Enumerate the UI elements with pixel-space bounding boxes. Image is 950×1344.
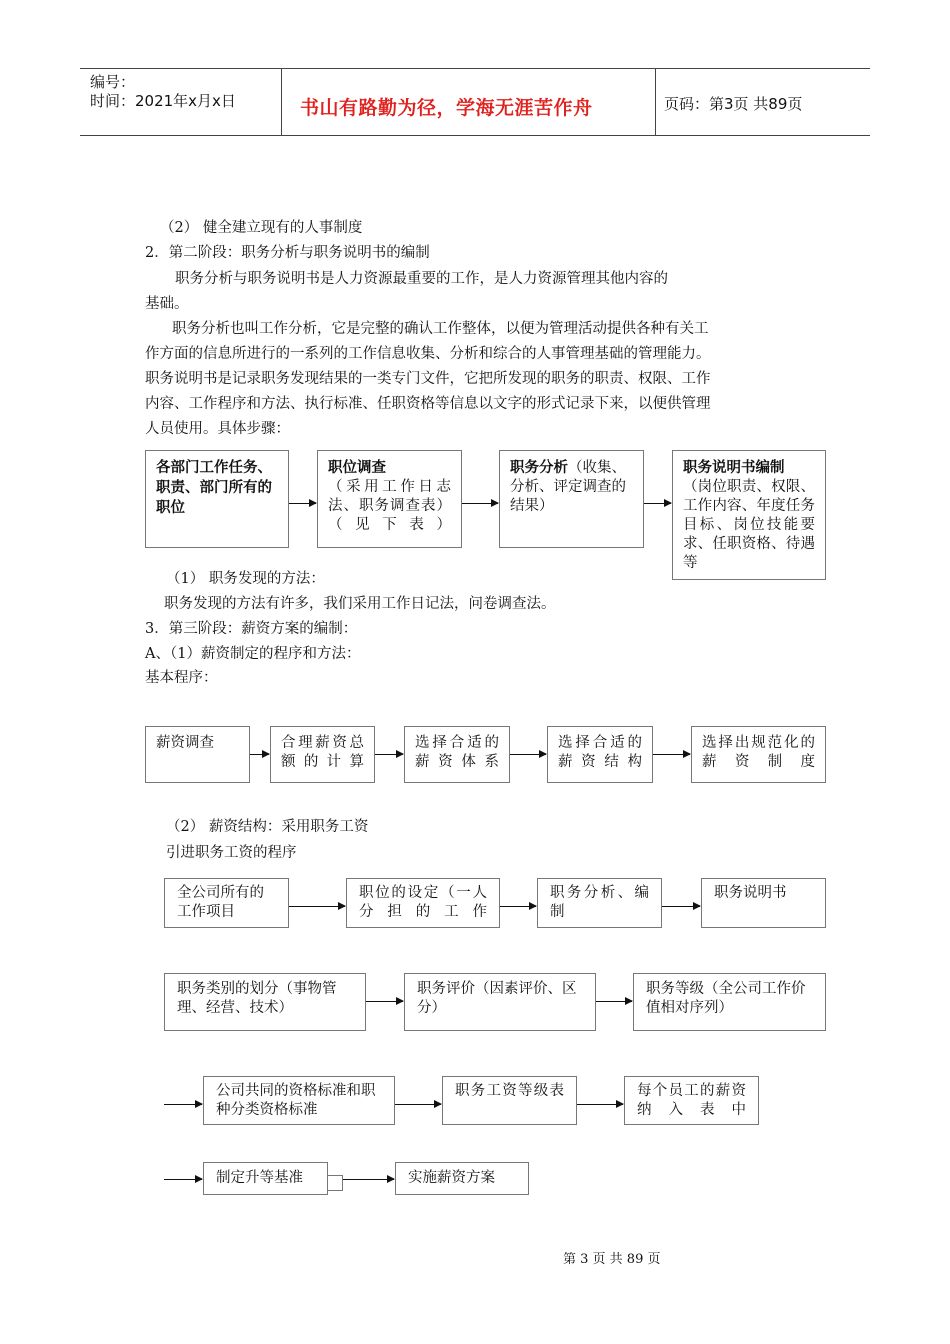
header-number-label: 编号： [90,73,136,91]
body-line-11: 职务发现的方法有许多，我们采用工作日记法，问卷调查法。 [164,596,556,612]
flow1-arrow-3 [644,503,671,504]
flow2-box-salary-structure [547,726,653,783]
flow3-small-connector-box [327,1175,343,1191]
flow2-box-total-salary [270,726,375,783]
flow1-box-departments [145,450,289,548]
body-line-5: 职务分析也叫工作分析，它是完整的确认工作整体，以便为管理活动提供各种有关工 [172,321,709,337]
flow2-box-standard-system-text: 选择出规范化的薪资制度 [702,735,815,770]
flow3-box-implement-salary-text: 实施薪资方案 [408,1170,495,1186]
body-line-16: 引进职务工资的程序 [166,845,297,861]
flow2-box-total-salary-text: 合理薪资总额的计算 [281,735,364,770]
flow3-arrow-r3-1 [395,1104,441,1105]
flow2-box-standard-system [691,726,826,783]
flow2-box-salary-structure-text: 选择合适的薪资结构 [558,735,642,770]
header-divider-2 [655,68,656,136]
flow3-box-salary-grade-table-text: 职务工资等级表 [455,1083,564,1099]
flow3-box-job-evaluation [404,973,596,1031]
flow3-box-position-setting [346,878,500,928]
flow2-box-salary-system-text: 选择合适的薪资体系 [415,735,499,770]
flow3-box-job-analysis-text: 职务分析、编制 [550,885,649,920]
header-top-border [80,68,870,69]
body-line-9: 人员使用。具体步骤： [145,421,290,437]
flow3-box-employee-salary-text: 每个员工的薪资纳入表中 [637,1083,746,1118]
flow3-box-qualification-standard-text: 公司共同的资格标准和职种分类资格标准 [216,1083,376,1118]
flow1-box-job-description [672,450,826,580]
flow1-box-position-survey-text: （采用工作日志法、职务调查表）（见下表） [328,479,451,533]
flow3-box-promotion-standard [203,1162,328,1195]
flow1-box-job-analysis-text: （收集、分析、评定调查的结果） [510,460,626,514]
flow1-box-job-description-title: 职务说明书编制 [683,459,785,476]
body-line-10: （1） 职务发现的方法： [166,571,325,587]
body-line-13: A、（1）薪资制定的程序和方法： [145,646,361,662]
flow2-box-salary-system [404,726,510,783]
body-line-1: （2） 健全建立现有的人事制度 [160,220,363,236]
header-time-label: 时间：2021年x月x日 [90,92,236,110]
flow2-arrow-2 [375,754,403,755]
flow1-arrow-1 [289,503,316,504]
body-line-4: 基础。 [145,296,189,312]
flow1-arrow-2 [462,503,498,504]
flow3-box-employee-salary [624,1076,759,1125]
flow3-box-job-category-text: 职务类别的划分（事物管理、经营、技术） [177,981,337,1016]
body-line-2: 2．第二阶段：职务分析与职务说明书的编制 [145,245,430,261]
flow3-arrow-r2-1 [366,1001,403,1002]
page-footer: 第 3 页 共 89 页 [563,1252,661,1267]
body-line-12: 3．第三阶段：薪资方案的编制： [145,621,358,637]
body-line-7: 职务说明书是记录职务发现结果的一类专门文件，它把所发现的职务的职责、权限、工作 [145,371,711,387]
flow3-arrow-r3-in [164,1104,202,1105]
flow1-box-position-survey-title: 职位调查 [328,459,386,476]
body-line-3: 职务分析与职务说明书是人力资源最重要的工作，是人力资源管理其他内容的 [175,271,668,287]
flow3-box-job-evaluation-text: 职务评价（因素评价、区分） [417,981,577,1016]
header-page-info: 页码：第3页 共89页 [664,95,803,113]
header-bottom-border [80,135,870,136]
flow2-arrow-3 [510,754,546,755]
flow3-box-implement-salary [395,1162,529,1195]
flow1-box-position-survey [317,450,462,548]
flow3-arrow-r1-3 [662,906,700,907]
flow2-arrow-1 [250,754,269,755]
flow3-box-qualification-standard [203,1076,395,1125]
flow2-box-salary-survey [145,726,250,783]
flow3-box-position-setting-text: 职位的设定（一人分担的工作 [359,885,487,920]
flow3-box-job-category [164,973,366,1031]
flow3-arrow-r1-1 [289,906,345,907]
body-line-8: 内容、工作程序和方法、执行标准、任职资格等信息以文字的形式记录下来，以便供管理 [145,396,711,412]
body-line-15: （2） 薪资结构：采用职务工资 [166,819,369,835]
flow3-box-job-description [701,878,826,928]
header-motto: 书山有路勤为径，学海无涯苦作舟 [300,97,593,119]
flow3-box-job-grade-text: 职务等级（全公司工作价值相对序列） [646,981,806,1016]
flow3-arrow-r3-2 [577,1104,623,1105]
flow2-arrow-4 [653,754,690,755]
flow2-box-salary-survey-text: 薪资调查 [156,735,214,751]
flow1-box-job-analysis-title: 职务分析 [510,459,568,476]
flow1-box-departments-text: 各部门工作任务、职责、部门所有的职位 [156,459,272,516]
flow3-box-promotion-standard-text: 制定升等基准 [216,1170,303,1186]
flow3-box-all-work-items [164,878,289,928]
flow3-arrow-r4-in [164,1179,202,1180]
body-line-6: 作方面的信息所进行的一系列的工作信息收集、分析和综合的人事管理基础的管理能力。 [145,346,711,362]
flow3-box-job-analysis [537,878,662,928]
header-divider-1 [281,68,282,136]
flow3-box-job-description-text: 职务说明书 [714,885,787,901]
flow3-box-salary-grade-table [442,1076,577,1125]
flow3-arrow-r4-1 [343,1179,394,1180]
flow3-box-job-grade [633,973,826,1031]
flow1-box-job-description-text: （岗位职责、权限、工作内容、年度任务目标、岗位技能要求、任职资格、待遇等 [683,479,815,571]
flow3-arrow-r1-2 [500,906,536,907]
flow1-box-job-analysis [499,450,644,548]
flow3-arrow-r2-2 [596,1001,632,1002]
body-line-14: 基本程序： [145,670,218,686]
flow3-box-all-work-items-text: 全公司所有的工作项目 [177,885,264,920]
